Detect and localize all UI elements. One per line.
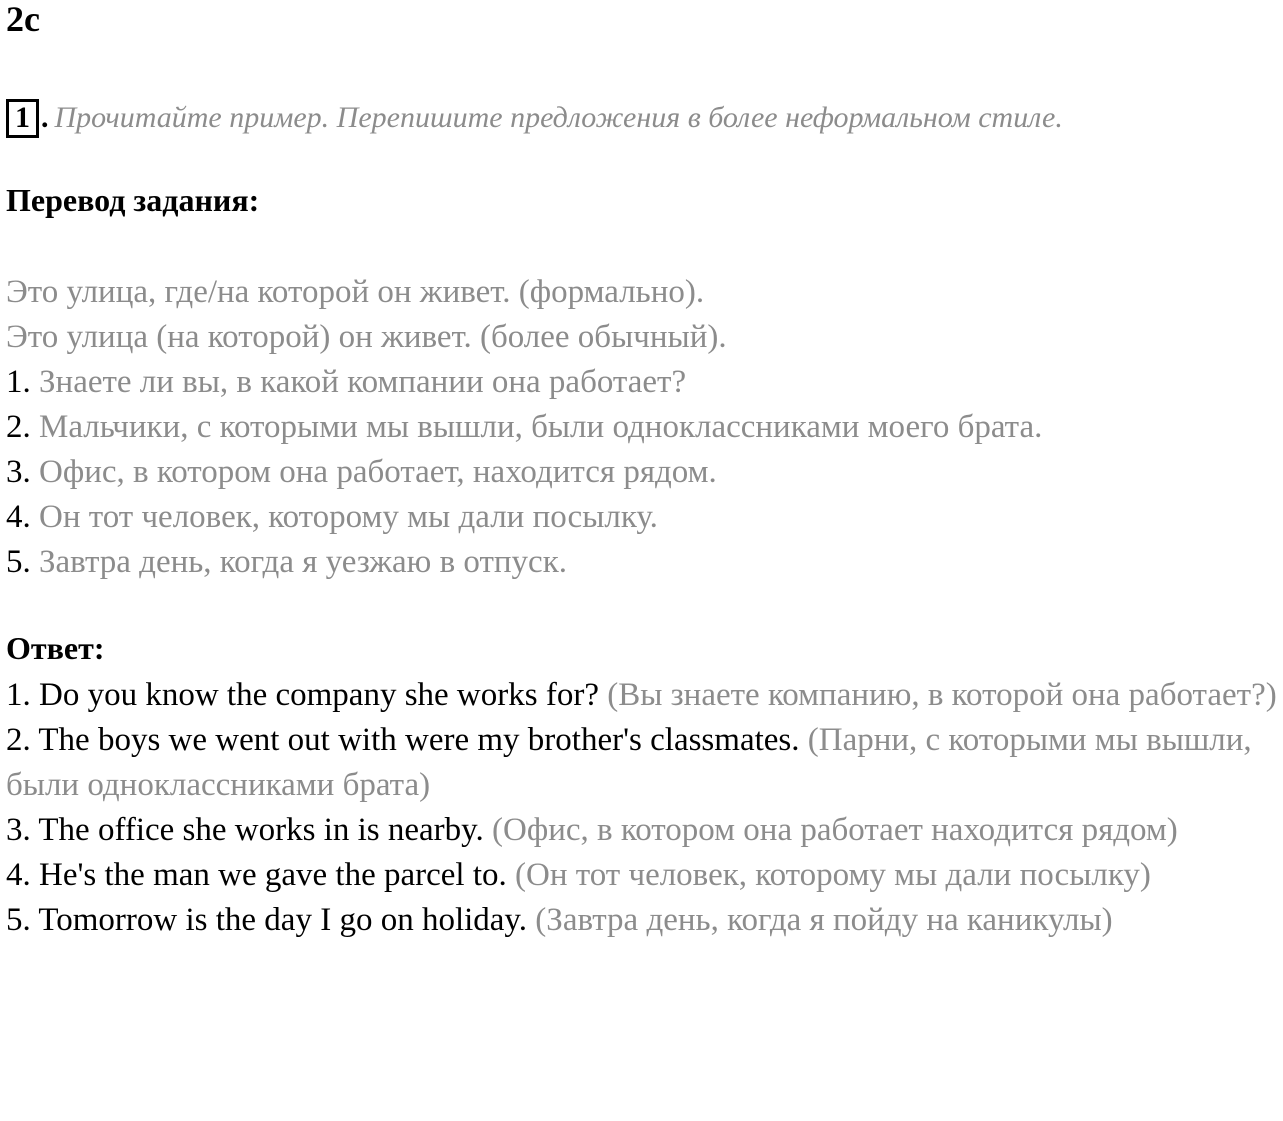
translation-line: Это улица, где/на которой он живет. (формально). — [6, 274, 705, 310]
answer-russian: (Парни, с которыми мы вышли, были одноклассниками брата) — [6, 722, 1252, 803]
answer-russian: (Вы знаете компанию, в которой она работает?) — [607, 677, 1277, 713]
answer-english: 3. The office she works in is nearby. — [6, 812, 484, 848]
task-number-dot: . — [41, 101, 49, 134]
answer-item — [6, 898, 1282, 943]
translation-line-text: Мальчики, с которыми мы вышли, были одноклассниками моего брата. — [30, 409, 1043, 445]
answer-heading: Ответ: — [6, 630, 105, 666]
translation-line: 1. Знаете ли вы, в какой компании она работает? — [6, 364, 687, 400]
task-instruction-row — [6, 96, 1063, 140]
answer-item — [6, 853, 1282, 898]
answer-russian: (Завтра день, когда я пойду на каникулы) — [535, 902, 1113, 938]
answer-list — [6, 673, 1282, 943]
answer-english: 2. The boys we went out with were my brother's classmates. — [6, 722, 800, 758]
translation-line: 4. Он тот человек, которому мы дали посылку. — [6, 499, 658, 535]
translation-line: 3. Офис, в котором она работает, находится рядом. — [6, 454, 717, 490]
answer-russian: (Офис, в котором она работает находится рядом) — [492, 812, 1178, 848]
translation-line-text: Офис, в котором она работает, находится рядом. — [30, 454, 717, 490]
answer-russian: (Он тот человек, которому мы дали посылку) — [515, 857, 1151, 893]
answer-item — [6, 808, 1282, 853]
answer-english: 5. Tomorrow is the day I go on holiday. — [6, 902, 528, 938]
section-title: 2c — [6, 0, 40, 39]
translation-line: Это улица (на которой) он живет. (более обычный). — [6, 319, 727, 355]
answer-item — [6, 673, 1282, 718]
translation-line-text: Завтра день, когда я уезжаю в отпуск. — [30, 544, 567, 580]
answer-item — [6, 718, 1282, 808]
translation-line-text: Знаете ли вы, в какой компании она работает? — [30, 364, 687, 400]
answer-english: 1. Do you know the company she works for? — [6, 677, 599, 713]
translation-line-text: Он тот человек, которому мы дали посылку. — [30, 499, 658, 535]
task-instruction: Прочитайте пример. Перепишите предложения в более неформальном стиле. — [54, 101, 1063, 134]
answer-english: 4. He's the man we gave the parcel to. — [6, 857, 507, 893]
translation-line: 5. Завтра день, когда я уезжаю в отпуск. — [6, 544, 567, 580]
translation-line: 2. Мальчики, с которыми мы вышли, были одноклассниками моего брата. — [6, 409, 1043, 445]
translation-heading: Перевод задания: — [6, 182, 260, 218]
task-number-box: 1 — [6, 99, 39, 138]
